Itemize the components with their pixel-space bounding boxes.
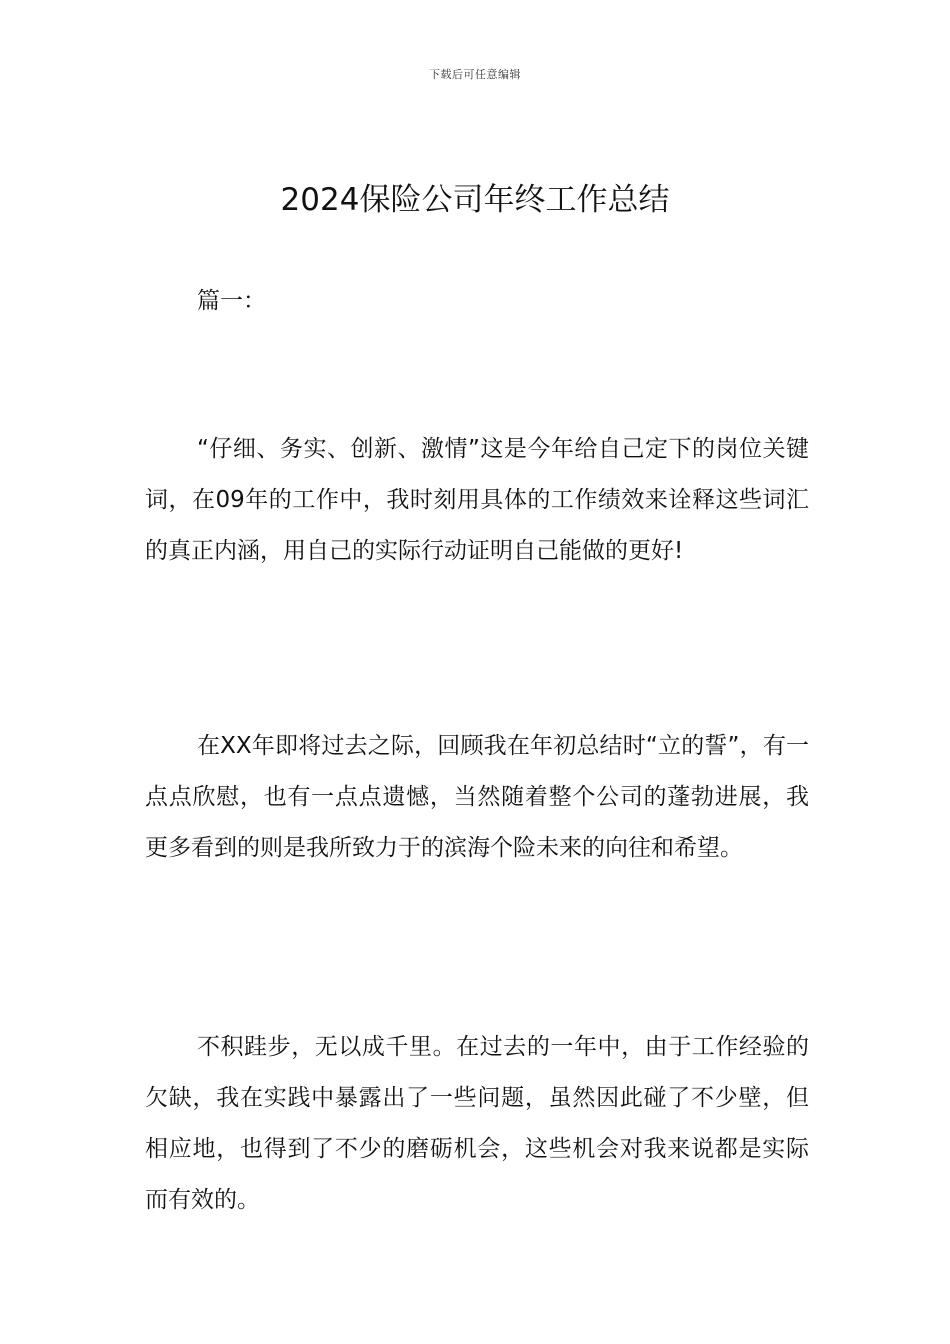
paragraph-1: “仔细、务实、创新、激情”这是今年给自己定下的岗位关键词，在09年的工作中，我时刻用具体的工作绩效来诠释这些词汇的真正内涵，用自己的实际行动证明自己能做的更好! <box>145 436 809 564</box>
paragraph-2: 在XX年即将过去之际，回顾我在年初总结时“立的誓”，有一点点欣慰，也有一点点遗憾，当然随着整个公司的蓬勃进展，我更多看到的则是我所致力于的滨海个险未来的向往和希望。 <box>145 733 809 861</box>
section-label: 篇一： <box>197 288 266 314</box>
header-note: 下载后可任意编辑 <box>429 68 521 81</box>
document-title: 2024保险公司年终工作总结 <box>280 182 670 218</box>
paragraph-3: 不积跬步，无以成千里。在过去的一年中，由于工作经验的欠缺，我在实践中暴露出了一些问题，虽然因此碰了不少壁，但相应地，也得到了不少的磨砺机会，这些机会对我来说都是实际而有效的。 <box>145 1034 809 1213</box>
